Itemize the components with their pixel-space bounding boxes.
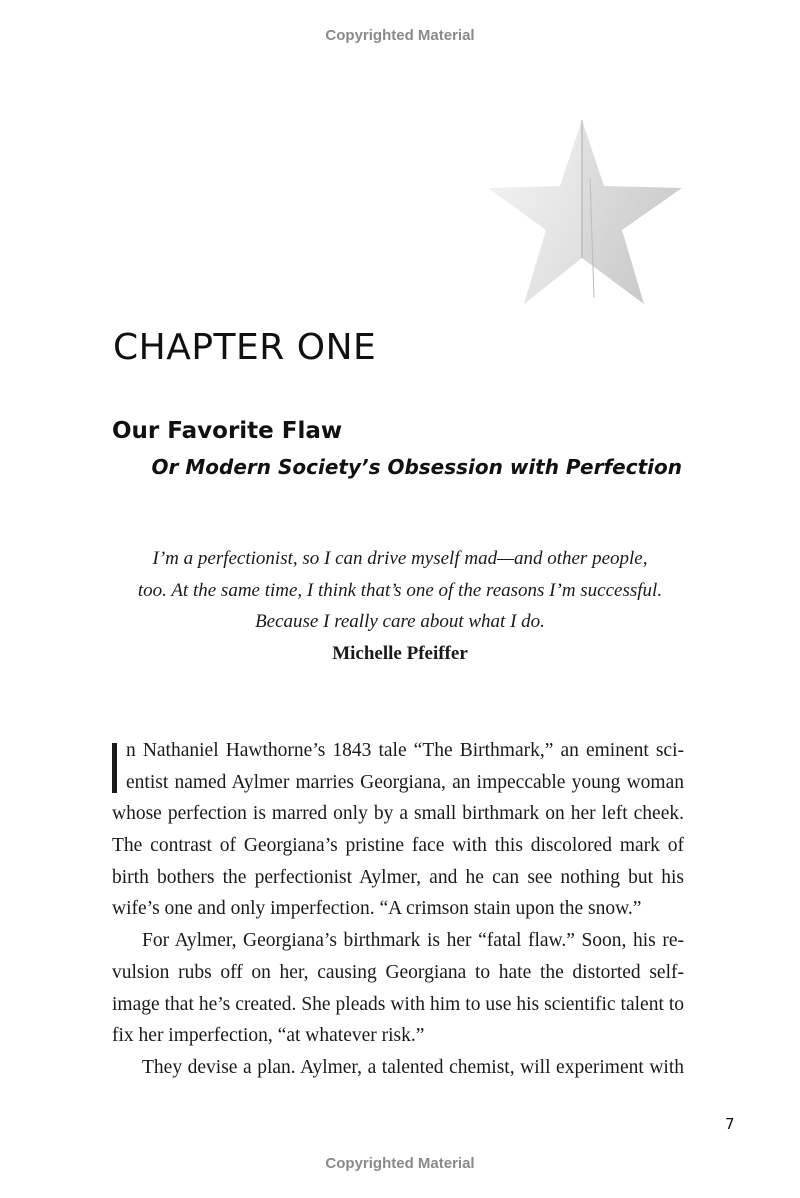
epigraph-line: Because I really care about what I do. xyxy=(255,611,545,632)
body-line: fix her imperfection, “at whatever risk.” xyxy=(112,1025,425,1047)
epigraph-line: I’m a perfectionist, so I can drive myself mad—and other people, xyxy=(152,548,648,569)
body-line: whose perfection is marred only by a small birthmark on her left cheek. xyxy=(112,803,684,825)
drop-cap xyxy=(112,743,117,793)
chapter-alternate-subtitle: Or Modern Society’s Obsession with Perfection xyxy=(151,455,682,479)
star-icon xyxy=(486,118,684,310)
body-line: n Nathaniel Hawthorne’s 1843 tale “The Birthmark,” an eminent sci- xyxy=(126,740,684,761)
body-line: birth bothers the perfectionist Aylmer, and he can see nothing but his xyxy=(112,866,684,888)
watermark-top: Copyrighted Material xyxy=(325,27,475,44)
chapter-subtitle: Our Favorite Flaw xyxy=(112,418,343,444)
watermark-bottom: Copyrighted Material xyxy=(325,1155,475,1172)
body-line: The contrast of Georgiana’s pristine face with this discolored mark of xyxy=(112,835,684,857)
chapter-title: CHAPTER ONE xyxy=(113,327,377,368)
body-line: wife’s one and only imperfection. “A crimson stain upon the snow.” xyxy=(112,898,642,920)
epigraph xyxy=(112,543,688,669)
epigraph-attribution: Michelle Pfeiffer xyxy=(332,642,468,664)
body-line: image that he’s created. She pleads with him to use his scientific talent to xyxy=(112,993,684,1015)
body-line: They devise a plan. Aylmer, a talented chemist, will experiment with xyxy=(142,1056,684,1078)
page-number: 7 xyxy=(725,1115,735,1133)
body-line: vulsion rubs off on her, causing Georgiana to hate the distorted self- xyxy=(112,961,684,983)
epigraph-line: too. At the same time, I think that’s one of the reasons I’m successful. xyxy=(137,579,663,601)
body-line: For Aylmer, Georgiana’s birthmark is her “fatal flaw.” Soon, his re- xyxy=(142,930,684,952)
body-line: entist named Aylmer marries Georgiana, an impeccable young woman xyxy=(126,771,684,793)
body-text xyxy=(112,735,684,1084)
